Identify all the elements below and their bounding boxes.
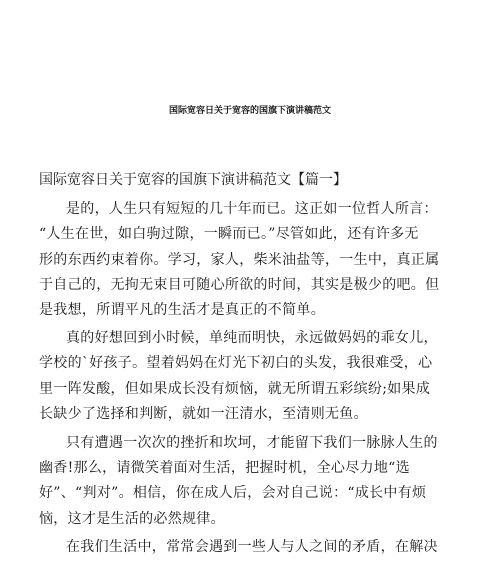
paragraph-line: 是的，人生只有短短的几十年而已。这正如一位哲人所言： [66, 201, 438, 217]
paragraph-line: 恼，这才是生活的必然规律。 [39, 511, 225, 527]
paragraph-line: 在我们生活中，常常会遇到一些人与人之间的矛盾，在解决 [66, 539, 438, 555]
document-title: 国际宽容日关于宽容的国旗下演讲稿范文 [168, 106, 331, 116]
section-heading: 国际宽容日关于宽容的国旗下演讲稿范文【篇一】 [39, 172, 347, 188]
paragraph-line: 学校的`好孩子。望着妈妈在灯光下初白的头发，我很难受，心 [39, 355, 433, 371]
paragraph-line: 真的好想回到小时候，单纯而明快，永远做妈妈的乖女儿， [66, 330, 438, 346]
paragraph-line: 长缺少了选择和判断，就如一汪清水，至清则无鱼。 [39, 406, 368, 422]
paragraph-line: 只有遭遇一次次的挫折和坎坷，才能留下我们一脉脉人生的 [66, 435, 438, 451]
paragraph-line: 幽香!那么，请微笑着面对生活，把握时机，全心尽力地“选 [39, 460, 410, 476]
paragraph-line: 里一阵发酸，但如果成长没有烦恼，就无所谓五彩缤纷;如果成 [39, 381, 431, 397]
paragraph-line: 于自己的，无拘无束目可随心所欲的时间，其实是极少的吧。但 [39, 277, 440, 293]
paragraph-line: “人生在世，如白驹过隙，一瞬而已。”尽管如此，还有许多无 [39, 226, 419, 242]
paragraph-line: 是我想，所谓平凡的生活才是真正的不简单。 [39, 302, 325, 318]
paragraph-line: 好”、“判对”。相信，你在成人后，会对自己说：“成长中有烦 [39, 485, 427, 501]
paragraph-line: 形的东西约束着你。学习，家人，柴米油盐等，一生中，真正属 [39, 252, 440, 268]
